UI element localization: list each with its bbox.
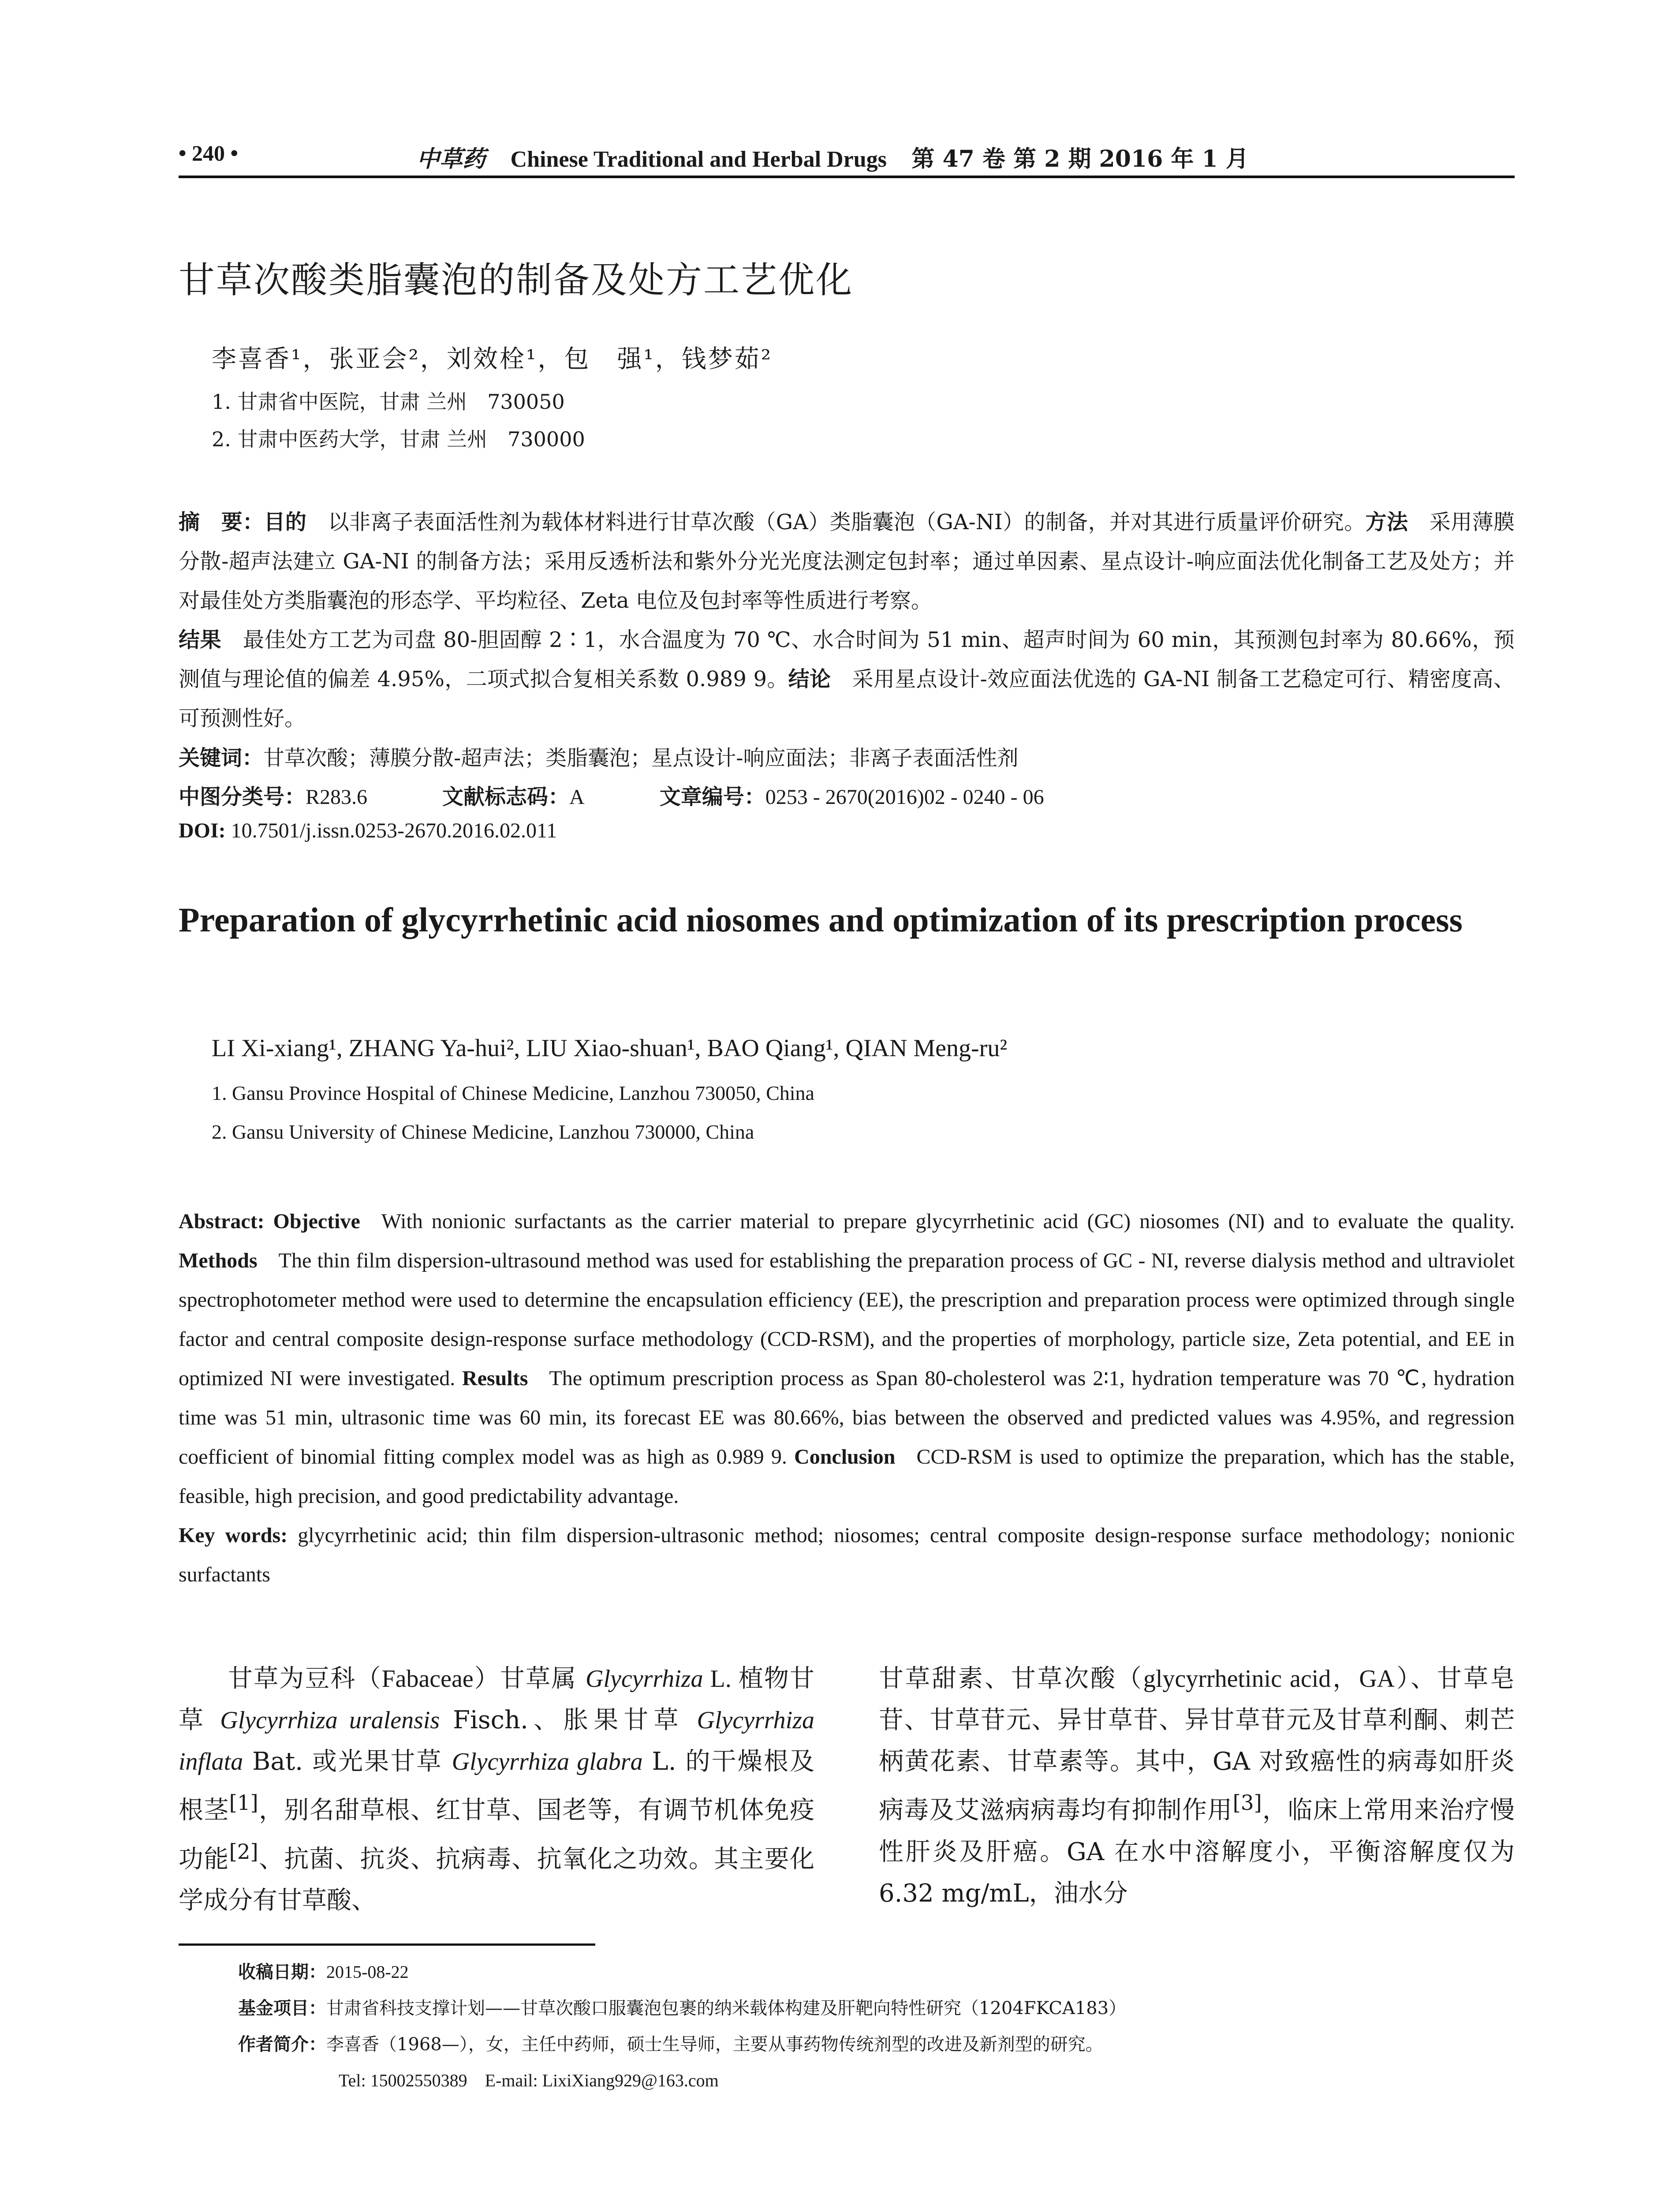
body-text: Fisch.、胀果甘草 [440, 1706, 697, 1734]
english-affiliation-1: 1. Gansu Province Hospital of Chinese Medicine, Lanzhou 730050, China [212, 1082, 814, 1104]
en-conclusion-label: Conclusion [794, 1445, 896, 1469]
chinese-authors: 李喜香¹，张亚会²，刘效栓¹，包 强¹，钱梦茹² [212, 345, 773, 374]
body-text: ，临床上常用来治疗慢性肝炎及肝癌。GA 在水中溶解度小，平衡溶解度仅为 6.32 mg/mL，油水分 [879, 1796, 1515, 1908]
footnote-label: 基金项目： [238, 1998, 326, 2018]
chinese-title: 甘草次酸类脂囊泡的制备及处方工艺优化 [179, 259, 854, 301]
english-abstract [179, 1202, 1515, 1634]
species-name: Glycyrrhiza [585, 1665, 703, 1693]
page-number: • 240 • [179, 141, 239, 165]
en-keywords-label: Key words: [179, 1524, 288, 1547]
chinese-keywords [179, 741, 1018, 771]
en-results-text: The optimum prescription process as Span 80-cholesterol was 2∶1, hydration temperature was 70 ℃, hydration time was 51 min, ultrasonic time was 60 min, its forecast EE was 80.66%, bias between the observed and predicted values was 4.95%, and regression coefficient of binomial fitting complex model was as high as 0.989 9. [179, 1367, 1515, 1469]
species-name: Glycyrrhiza inflata [179, 1707, 814, 1775]
objective-label: 目的 [264, 510, 307, 534]
article-no-label: 文章编号： [659, 785, 765, 809]
issue-info: 第 47 卷 第 2 期 2016 年 1 月 [911, 146, 1249, 172]
body-text: glycyrrhetinic acid，GA [1143, 1665, 1395, 1693]
body-column-left [179, 1658, 814, 1914]
abstract-label: 摘 要： [179, 510, 264, 534]
conclusion-text: 采用星点设计-效应面法优选的 GA-NI 制备工艺稳定可行、精密度高、可预测性好。 [179, 667, 1515, 731]
footnote-text: 2015-08-22 [326, 1962, 409, 1982]
doc-code-value: A [569, 785, 585, 809]
doc-code-label: 文献标志码： [442, 785, 570, 809]
keywords-label: 关键词： [179, 746, 264, 770]
footnote-author [238, 2030, 1103, 2056]
journal-logo: 中草药 [417, 146, 486, 172]
body-text: L. 的干燥根及根茎 [179, 1747, 814, 1825]
en-methods-label: Methods [179, 1249, 258, 1272]
en-keywords-text: glycyrrhetinic acid; thin film dispersion-ultrasonic method; niosomes; central composite design-response surface methodology; nonionic surfactants [179, 1524, 1515, 1586]
footnote-fund [238, 1994, 1126, 2019]
doi-value: 10.7501/j.issn.0253-2670.2016.02.011 [231, 819, 557, 842]
english-authors: LI Xi-xiang¹, ZHANG Ya-hui², LIU Xiao-shuan¹, BAO Qiang¹, QIAN Meng-ru² [212, 1035, 1008, 1062]
body-text: ）甘草属 [473, 1664, 586, 1693]
chinese-affiliation-1: 1. 甘肃省中医院，甘肃 兰州 730050 [212, 390, 565, 414]
body-column-right [879, 1658, 1515, 1914]
doi-line [179, 818, 557, 843]
footnote-contact: Tel: 15002550389 E-mail: LixiXiang929@163.com [339, 2070, 719, 2090]
chinese-affiliation-2: 2. 甘肃中医药大学，甘肃 兰州 730000 [212, 427, 585, 451]
footnote-received [238, 1958, 409, 1983]
body-text: 甘草为豆科（ [228, 1664, 382, 1693]
objective-text: 以非离子表面活性剂为载体材料进行甘草次酸（GA）类脂囊泡（GA-NI）的制备，并对其进行质量评价研究。 [306, 510, 1366, 534]
clc-value: R283.6 [306, 785, 368, 809]
english-title: Preparation of glycyrrhetinic acid niosomes and optimization of its prescription process [179, 901, 1463, 939]
methods-label: 方法 [1365, 510, 1408, 534]
footnote-text: 甘肃省科技支撑计划——甘草次酸口服囊泡包裹的纳米载体构建及肝靶向特性研究（1204FKCA183） [326, 1998, 1127, 2018]
journal-name: Chinese Traditional and Herbal Drugs [510, 147, 887, 172]
journal-header [417, 140, 1249, 173]
en-objective-text: With nonionic surfactants as the carrier material to prepare glycyrrhetinic acid (GC) niosomes (NI) and to evaluate the quality. [381, 1210, 1515, 1233]
body-text: 、抗菌、抗炎、抗病毒、抗氧化之功效。其主要化学成分有甘草酸、 [179, 1845, 814, 1914]
results-text: 最佳处方工艺为司盘 80-胆固醇 2∶1，水合温度为 70 ℃、水合时间为 51 min、超声时间为 60 min，其预测包封率为 80.66%，预测值与理论值的偏差 4.95%，二项式拟合复相关系数 0.989 9。 [179, 628, 1515, 691]
citation-ref[interactable]: [3] [1232, 1791, 1262, 1815]
en-conclusion-text: CCD-RSM is used to optimize the preparation, which has the stable, feasible, high precision, and good predictability advantage. [179, 1445, 1515, 1508]
keywords-text: 甘草次酸；薄膜分散-超声法；类脂囊泡；星点设计-响应面法；非离子表面活性剂 [263, 746, 1019, 770]
species-name: Glycyrrhiza uralensis [220, 1707, 440, 1734]
en-abstract-label: Abstract: [179, 1210, 265, 1233]
clc-label: 中图分类号： [179, 785, 306, 809]
running-header [179, 140, 1515, 178]
footnote-label: 作者简介： [238, 2034, 326, 2055]
results-label: 结果 [179, 628, 222, 652]
body-text: L. 植物甘草 [179, 1665, 814, 1734]
footnote-text: 李喜香（1968—），女，主任中药师，硕士生导师，主要从事药物传统剂型的改进及新剂型的研究。 [326, 2034, 1103, 2055]
article-no-value: 0253 - 2670(2016)02 - 0240 - 06 [765, 785, 1044, 809]
body-text: Fabaceae [381, 1665, 474, 1693]
footnote-divider [179, 1943, 595, 1946]
conclusion-label: 结论 [788, 667, 831, 691]
en-objective-label: Objective [273, 1210, 360, 1233]
doi-label: DOI: [179, 819, 226, 842]
citation-ref[interactable]: [1] [229, 1791, 258, 1815]
english-affiliation-2: 2. Gansu University of Chinese Medicine, Lanzhou 730000, China [212, 1121, 754, 1143]
chinese-abstract [179, 503, 1515, 741]
en-results-label: Results [462, 1367, 528, 1390]
body-text: 甘草甜素、甘草次酸（ [879, 1664, 1143, 1693]
body-text: ）、甘草皂苷、甘草苷元、异甘草苷、异甘草苷元及甘草利酮、刺芒柄黄花素、甘草素等。其中，GA 对致癌性的病毒如肝炎病毒及艾滋病病毒均有抑制作用 [879, 1664, 1515, 1825]
citation-ref[interactable]: [2] [229, 1840, 258, 1864]
en-methods-text: The thin film dispersion-ultrasound method was used for establishing the preparation process of GC - NI, reverse dialysis method and ultraviolet spectrophotometer method were used to determine the encapsulation efficiency (EE), the prescription and preparation process were optimized through single factor and central composite design-response surface methodology (CCD-RSM), and the properties of morphology, particle size, Zeta potential, and EE in optimized NI were investigated. [179, 1249, 1515, 1390]
methods-text: 采用薄膜分散-超声法建立 GA-NI 的制备方法；采用反透析法和紫外分光光度法测定包封率；通过单因素、星点设计-响应面法优化制备工艺及处方；并对最佳处方类脂囊泡的形态学、平均粒径、Zeta 电位及包封率等性质进行考察。 [179, 510, 1515, 613]
footnote-label: 收稿日期： [238, 1962, 326, 1982]
species-name: Glycyrrhiza glabra [452, 1748, 643, 1775]
body-text: ，别名甜草根、红甘草、国老等，有调节机体免疫功能 [179, 1796, 814, 1874]
classification-line [179, 780, 1044, 810]
body-text: Bat. 或光果甘草 [243, 1747, 452, 1776]
